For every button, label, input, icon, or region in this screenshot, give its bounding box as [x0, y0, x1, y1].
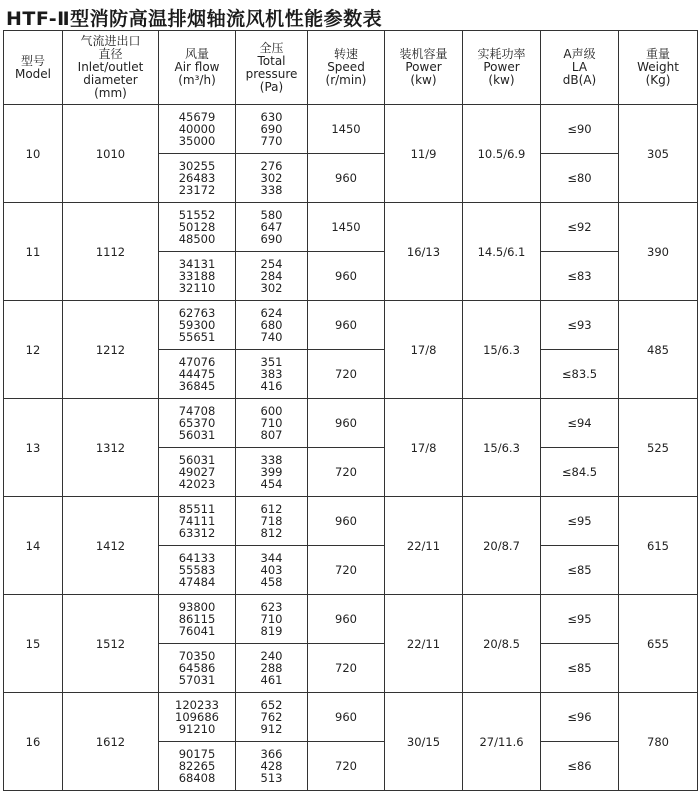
pressure-cell: [236, 644, 308, 693]
cell-value: 812: [260, 526, 283, 540]
installed-power-cell: 11/9: [385, 105, 463, 203]
cell-value: 600: [260, 404, 283, 418]
weight-cell: 780: [619, 693, 698, 791]
table-row: [4, 301, 698, 350]
cell-value: 59300: [178, 318, 216, 332]
cell-value: 652: [260, 698, 283, 712]
cell-value: 647: [260, 220, 283, 234]
header-line: Inlet/outlet: [77, 60, 144, 74]
cell-value: 710: [260, 612, 283, 626]
pressure-cell: [236, 350, 308, 399]
cell-value: 62763: [178, 306, 216, 320]
cell-value: 90175: [178, 747, 216, 761]
header-line: Model: [14, 66, 52, 81]
header-line: Air flow: [174, 60, 220, 74]
speed-cell: 720: [308, 644, 385, 693]
pressure-cell: [236, 105, 308, 154]
header-line: dB(A): [562, 73, 597, 87]
model-cell: 15: [4, 595, 63, 693]
header-line: 全压: [259, 40, 284, 55]
cell-value: 51552: [178, 208, 216, 222]
cell-value: 65370: [178, 416, 216, 430]
cell-value: 64133: [178, 551, 216, 565]
header-speed: [308, 31, 385, 105]
table-row: [4, 203, 698, 252]
airflow-cell: [159, 693, 236, 742]
pressure-cell: [236, 252, 308, 301]
cell-value: 690: [260, 122, 283, 136]
cell-value: 623: [260, 600, 283, 614]
speed-cell: 960: [308, 497, 385, 546]
header-pressure: [236, 31, 308, 105]
noise-cell: ≤85: [541, 644, 619, 693]
cell-value: 383: [260, 367, 283, 381]
cell-value: 47076: [178, 355, 216, 369]
cell-value: 47484: [178, 575, 216, 589]
cell-value: 351: [260, 355, 283, 369]
diameter-cell: 1312: [63, 399, 159, 497]
airflow-cell: [159, 448, 236, 497]
header-line: Power: [405, 60, 442, 74]
speed-cell: 720: [308, 546, 385, 595]
cell-value: 120233: [175, 698, 219, 712]
cell-value: 302: [260, 281, 283, 295]
airflow-cell: [159, 546, 236, 595]
speed-cell: 960: [308, 693, 385, 742]
cell-value: 50128: [178, 220, 216, 234]
model-cell: 12: [4, 301, 63, 399]
airflow-cell: [159, 644, 236, 693]
cell-value: 45679: [178, 110, 216, 124]
noise-cell: ≤86: [541, 742, 619, 791]
header-line: diameter: [83, 73, 138, 87]
header-line: (Kg): [645, 73, 671, 87]
noise-cell: ≤80: [541, 154, 619, 203]
airflow-cell: [159, 203, 236, 252]
cell-value: 82265: [178, 759, 216, 773]
cell-value: 912: [260, 722, 283, 736]
actual-power-cell: 15/6.3: [463, 301, 541, 399]
speed-cell: 720: [308, 350, 385, 399]
cell-value: 23172: [178, 183, 216, 197]
header-line: 直径: [98, 47, 123, 61]
diameter-cell: 1212: [63, 301, 159, 399]
noise-cell: ≤96: [541, 693, 619, 742]
weight-cell: 485: [619, 301, 698, 399]
cell-value: 338: [260, 183, 283, 197]
header-actual-power: [463, 31, 541, 105]
header-line: Power: [483, 60, 520, 74]
cell-value: 513: [260, 771, 283, 785]
speed-cell: 960: [308, 252, 385, 301]
cell-value: 770: [260, 134, 283, 148]
cell-value: 109686: [175, 710, 219, 724]
table-row: [4, 595, 698, 644]
cell-value: 580: [260, 208, 283, 222]
header-line: (r/min): [325, 73, 367, 87]
cell-value: 68408: [178, 771, 216, 785]
weight-cell: 305: [619, 105, 698, 203]
cell-value: 74111: [178, 514, 216, 528]
cell-value: 86115: [178, 612, 216, 626]
header-row: [4, 31, 698, 105]
cell-value: 48500: [178, 232, 216, 246]
cell-value: 458: [260, 575, 283, 589]
pressure-cell: [236, 154, 308, 203]
diameter-cell: 1612: [63, 693, 159, 791]
model-cell: 13: [4, 399, 63, 497]
speed-cell: 960: [308, 595, 385, 644]
cell-value: 254: [260, 257, 283, 271]
installed-power-cell: 30/15: [385, 693, 463, 791]
cell-value: 819: [260, 624, 283, 638]
cell-value: 403: [260, 563, 283, 577]
model-cell: 14: [4, 497, 63, 595]
installed-power-cell: 17/8: [385, 301, 463, 399]
page-title: HTF-Ⅱ型消防高温排烟轴流风机性能参数表: [6, 8, 383, 30]
airflow-cell: [159, 105, 236, 154]
cell-value: 55651: [178, 330, 216, 344]
table-row: [4, 399, 698, 448]
cell-value: 718: [260, 514, 283, 528]
header-noise: [541, 31, 619, 105]
noise-cell: ≤83.5: [541, 350, 619, 399]
speed-cell: 1450: [308, 203, 385, 252]
cell-value: 428: [260, 759, 283, 773]
pressure-cell: [236, 497, 308, 546]
table-row: [4, 497, 698, 546]
header-line: 风量: [184, 47, 209, 61]
actual-power-cell: 27/11.6: [463, 693, 541, 791]
cell-value: 36845: [178, 379, 216, 393]
cell-value: 42023: [178, 477, 216, 491]
cell-value: 70350: [178, 649, 216, 663]
header-line: 气流进出口: [80, 34, 141, 48]
header-line: (kw): [410, 73, 437, 87]
cell-value: 284: [260, 269, 283, 283]
cell-value: 366: [260, 747, 283, 761]
header-weight: [619, 31, 698, 105]
table-body: [4, 105, 698, 791]
cell-value: 91210: [178, 722, 216, 736]
header-line: A声级: [563, 47, 596, 61]
actual-power-cell: 20/8.7: [463, 497, 541, 595]
pressure-cell: [236, 448, 308, 497]
noise-cell: ≤94: [541, 399, 619, 448]
header-airflow: [159, 31, 236, 105]
cell-value: 40000: [178, 122, 216, 136]
performance-table: [3, 30, 698, 791]
weight-cell: 525: [619, 399, 698, 497]
pressure-cell: [236, 546, 308, 595]
cell-value: 63312: [178, 526, 216, 540]
speed-cell: 960: [308, 399, 385, 448]
diameter-cell: 1412: [63, 497, 159, 595]
header-line: Speed: [327, 60, 365, 74]
pressure-cell: [236, 693, 308, 742]
speed-cell: 960: [308, 301, 385, 350]
noise-cell: ≤95: [541, 595, 619, 644]
speed-cell: 720: [308, 742, 385, 791]
header-line: 转速: [333, 47, 358, 61]
header-line: Total: [257, 53, 286, 68]
noise-cell: ≤90: [541, 105, 619, 154]
header-installed-power: [385, 31, 463, 105]
airflow-cell: [159, 595, 236, 644]
cell-value: 35000: [178, 134, 216, 148]
installed-power-cell: 16/13: [385, 203, 463, 301]
header-line: (Pa): [259, 79, 284, 94]
cell-value: 416: [260, 379, 283, 393]
cell-value: 612: [260, 502, 283, 516]
model-cell: 16: [4, 693, 63, 791]
header-line: pressure: [245, 66, 298, 81]
airflow-cell: [159, 252, 236, 301]
pressure-cell: [236, 301, 308, 350]
header-line: (kw): [488, 73, 515, 87]
diameter-cell: 1010: [63, 105, 159, 203]
noise-cell: ≤83: [541, 252, 619, 301]
cell-value: 302: [260, 171, 283, 185]
pressure-cell: [236, 742, 308, 791]
speed-cell: 1450: [308, 105, 385, 154]
cell-value: 44475: [178, 367, 216, 381]
noise-cell: ≤92: [541, 203, 619, 252]
cell-value: 461: [260, 673, 283, 687]
weight-cell: 655: [619, 595, 698, 693]
cell-value: 76041: [178, 624, 216, 638]
cell-value: 807: [260, 428, 283, 442]
header-line: 重量: [645, 47, 670, 61]
header-model: [4, 31, 63, 105]
actual-power-cell: 15/6.3: [463, 399, 541, 497]
diameter-cell: 1512: [63, 595, 159, 693]
cell-value: 93800: [178, 600, 216, 614]
cell-value: 288: [260, 661, 283, 675]
cell-value: 56031: [178, 428, 216, 442]
cell-value: 630: [260, 110, 283, 124]
diameter-cell: 1112: [63, 203, 159, 301]
airflow-cell: [159, 350, 236, 399]
cell-value: 276: [260, 159, 283, 173]
header-line: (mm): [94, 86, 127, 100]
header-line: 型号: [20, 53, 45, 68]
cell-value: 344: [260, 551, 283, 565]
table-row: [4, 105, 698, 154]
cell-value: 762: [260, 710, 283, 724]
cell-value: 34131: [178, 257, 216, 271]
cell-value: 56031: [178, 453, 216, 467]
weight-cell: 390: [619, 203, 698, 301]
cell-value: 57031: [178, 673, 216, 687]
model-cell: 10: [4, 105, 63, 203]
header-line: Weight: [637, 60, 679, 74]
cell-value: 740: [260, 330, 283, 344]
cell-value: 85511: [178, 502, 216, 516]
airflow-cell: [159, 742, 236, 791]
cell-value: 32110: [178, 281, 216, 295]
cell-value: 30255: [178, 159, 216, 173]
cell-value: 49027: [178, 465, 216, 479]
installed-power-cell: 22/11: [385, 497, 463, 595]
cell-value: 55583: [178, 563, 216, 577]
pressure-cell: [236, 399, 308, 448]
noise-cell: ≤84.5: [541, 448, 619, 497]
table-row: [4, 693, 698, 742]
header-line: 实耗功率: [477, 47, 526, 61]
header-diameter: [63, 31, 159, 105]
header-line: (m³/h): [178, 73, 216, 87]
cell-value: 624: [260, 306, 283, 320]
cell-value: 33188: [178, 269, 216, 283]
airflow-cell: [159, 154, 236, 203]
noise-cell: ≤93: [541, 301, 619, 350]
actual-power-cell: 10.5/6.9: [463, 105, 541, 203]
noise-cell: ≤95: [541, 497, 619, 546]
header-line: LA: [571, 60, 588, 74]
header-line: 装机容量: [399, 47, 448, 61]
installed-power-cell: 22/11: [385, 595, 463, 693]
cell-value: 240: [260, 649, 283, 663]
weight-cell: 615: [619, 497, 698, 595]
cell-value: 454: [260, 477, 283, 491]
cell-value: 64586: [178, 661, 216, 675]
speed-cell: 960: [308, 154, 385, 203]
airflow-cell: [159, 301, 236, 350]
airflow-cell: [159, 399, 236, 448]
cell-value: 338: [260, 453, 283, 467]
model-cell: 11: [4, 203, 63, 301]
cell-value: 399: [260, 465, 283, 479]
cell-value: 680: [260, 318, 283, 332]
actual-power-cell: 20/8.5: [463, 595, 541, 693]
actual-power-cell: 14.5/6.1: [463, 203, 541, 301]
cell-value: 74708: [178, 404, 216, 418]
cell-value: 710: [260, 416, 283, 430]
noise-cell: ≤85: [541, 546, 619, 595]
pressure-cell: [236, 595, 308, 644]
cell-value: 26483: [178, 171, 216, 185]
speed-cell: 720: [308, 448, 385, 497]
airflow-cell: [159, 497, 236, 546]
cell-value: 690: [260, 232, 283, 246]
pressure-cell: [236, 203, 308, 252]
installed-power-cell: 17/8: [385, 399, 463, 497]
